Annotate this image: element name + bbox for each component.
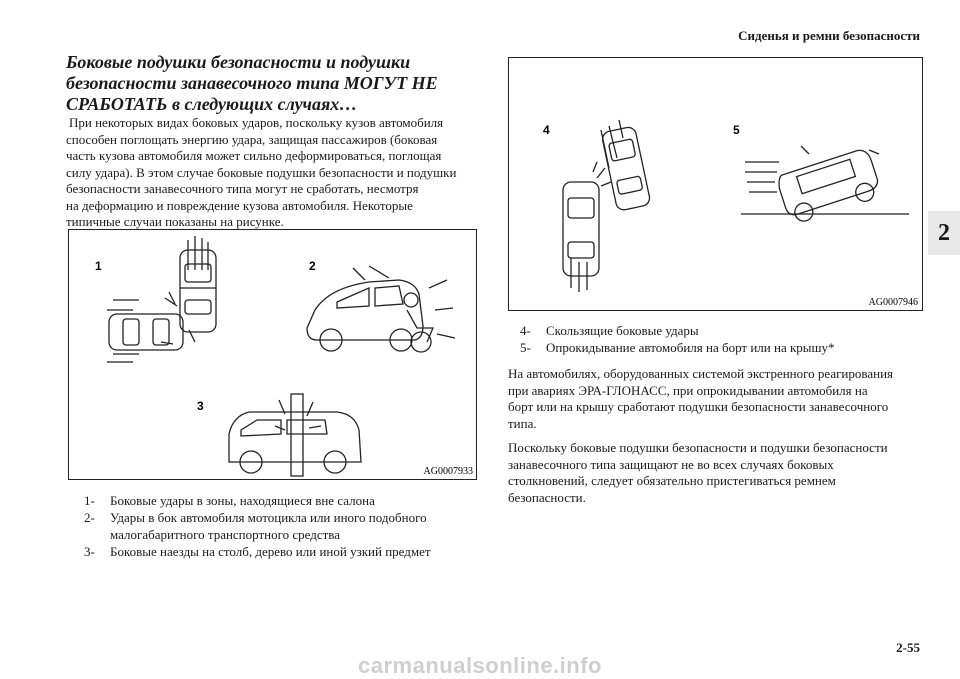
text-line: часть кузова автомобиля может сильно деформироваться, поглощая <box>66 148 442 163</box>
scenario-3-car-pole <box>229 394 361 476</box>
intro-paragraph <box>66 115 486 231</box>
side-impact-illustration <box>69 230 476 479</box>
text-line: безопасности. <box>508 489 586 505</box>
text-line: занавесочного типа защищают не во всех случаях боковых <box>508 456 834 472</box>
list-item-continuation <box>84 526 484 543</box>
list-item-number: 2- <box>84 510 95 525</box>
text-line: на деформацию и повреждение кузова автомобиля. Некоторые <box>66 197 413 213</box>
text-line: при авариях ЭРА-ГЛОНАСС, при опрокидывании автомобиля на <box>508 382 868 398</box>
list-item-text: малогабаритного транспортного средства <box>110 527 341 542</box>
figure-code: AG0007946 <box>868 297 918 308</box>
figure-label: 3 <box>197 399 204 413</box>
figure-side-impacts <box>68 229 477 480</box>
text-line: типа. <box>508 415 537 431</box>
figure-glancing-rollover <box>508 57 923 311</box>
section-heading <box>66 52 486 115</box>
figure-label: 4 <box>543 123 550 137</box>
text-line: При некоторых видах боковых ударов, поскольку кузов автомобиля <box>69 115 444 130</box>
heading-line: Боковые подушки безопасности и подушки <box>66 52 411 72</box>
running-header: Сиденья и ремни безопасности <box>738 28 920 43</box>
list-item <box>520 339 920 356</box>
list-item-text: Опрокидывание автомобиля на борт или на крышу* <box>546 340 835 355</box>
text-line: Поскольку боковые подушки безопасности и подушки безопасности <box>508 440 888 455</box>
list-item <box>520 322 920 339</box>
list-item-text: Боковые удары в зоны, находящиеся вне салона <box>110 493 375 508</box>
text-line: силу удара). В этом случае боковые подушки безопасности и подушки <box>66 164 457 180</box>
figure2-caption-list <box>520 322 920 356</box>
figure-label: 5 <box>733 123 740 137</box>
page-number: 2-55 <box>896 640 920 655</box>
heading-line: безопасности занавесочного типа МОГУТ НЕ <box>66 73 438 93</box>
text-line: типичные случаи показаны на рисунке. <box>66 214 284 229</box>
scenario-5-rollover <box>741 146 909 226</box>
era-glonass-paragraph <box>508 366 920 432</box>
text-line: столкновений, следует обязательно пристегиваться ремнем <box>508 473 836 488</box>
list-item-number: 4- <box>520 323 531 338</box>
text-line: безопасности занавесочного типа могут не сработать, несмотря <box>66 181 419 196</box>
watermark: carmanualsonline.info <box>358 653 602 678</box>
figure-label: 1 <box>95 259 102 273</box>
list-item-number: 1- <box>84 493 95 508</box>
figure1-caption-list <box>84 492 484 560</box>
figure-label: 2 <box>309 259 316 273</box>
list-item-number: 3- <box>84 544 95 559</box>
list-item <box>84 543 484 560</box>
text-line: борт или на крышу сработают подушки безопасности занавесочного <box>508 399 889 414</box>
glancing-rollover-illustration <box>509 58 922 310</box>
text-line: способен поглощать энергию удара, защищая пассажиров (боковая <box>66 131 438 147</box>
list-item-text: Скользящие боковые удары <box>546 323 699 338</box>
list-item-text: Боковые наезды на столб, дерево или иной узкий предмет <box>110 544 431 559</box>
chapter-tab: 2 <box>928 211 960 255</box>
figure-code: AG0007933 <box>423 466 473 477</box>
list-item <box>84 492 484 509</box>
scenario-4-glancing-impact <box>563 120 651 292</box>
scenario-1-cars <box>107 236 216 362</box>
list-item <box>84 509 484 526</box>
scenario-2-van-motorcycle <box>307 266 455 352</box>
seatbelt-paragraph <box>508 440 920 506</box>
list-item-number: 5- <box>520 340 531 355</box>
heading-line: СРАБОТАТЬ в следующих случаях… <box>66 94 358 114</box>
text-line: На автомобилях, оборудованных системой экстренного реагирования <box>508 366 894 381</box>
list-item-text: Удары в бок автомобиля мотоцикла или иного подобного <box>110 510 427 525</box>
